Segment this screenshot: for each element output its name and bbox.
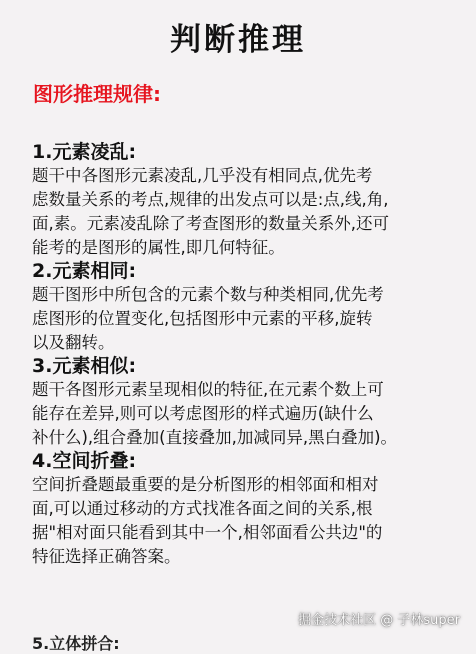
body-line: 能考的是图形的属性,即几何特征。	[32, 238, 285, 257]
body-line: 题干中各图形元素凌乱,几乎没有相同点,优先考	[32, 166, 373, 185]
cut-off-heading: 5.立体拼合:	[32, 634, 120, 653]
page-title: 判断推理	[170, 22, 306, 58]
watermark: 掘金技术社区 @ 子林super	[298, 613, 460, 628]
body-line: 空间折叠题最重要的是分析图形的相邻面和相对	[32, 475, 379, 494]
section-heading: 3.元素相似:	[32, 355, 137, 377]
section-3	[32, 355, 472, 450]
section-heading: 4.空间折叠:	[32, 450, 137, 472]
body-line: 虑图形的位置变化,包括图形中元素的平移,旋转	[32, 309, 373, 328]
body-line: 题干各图形元素呈现相似的特征,在元素个数上可	[32, 380, 384, 399]
body-line: 能存在差异,则可以考虑图形的样式遍历(缺什么	[32, 404, 374, 423]
section-1	[32, 141, 472, 260]
section-heading: 2.元素相同:	[32, 260, 137, 282]
body-line: 补什么),组合叠加(直接叠加,加减同异,黑白叠加)。	[32, 428, 398, 447]
content	[32, 141, 472, 569]
subtitle: 图形推理规律:	[33, 82, 161, 106]
section-2	[32, 260, 472, 355]
section-heading: 1.元素凌乱:	[32, 141, 137, 163]
body-line: 据"相对面只能看到其中一个,相邻面看公共边"的	[32, 523, 383, 542]
body-line: 面,素。元素凌乱除了考查图形的数量关系外,还可	[32, 214, 389, 233]
section-4	[32, 450, 472, 569]
body-line: 以及翻转。	[32, 333, 115, 352]
body-line: 特征选择正确答案。	[32, 547, 181, 566]
body-line: 虑数量关系的考点,规律的出发点可以是:点,线,角,	[32, 190, 389, 209]
body-line: 题干图形中所包含的元素个数与种类相同,优先考	[32, 285, 384, 304]
body-line: 面,可以通过移动的方式找准各面之间的关系,根	[32, 499, 373, 518]
